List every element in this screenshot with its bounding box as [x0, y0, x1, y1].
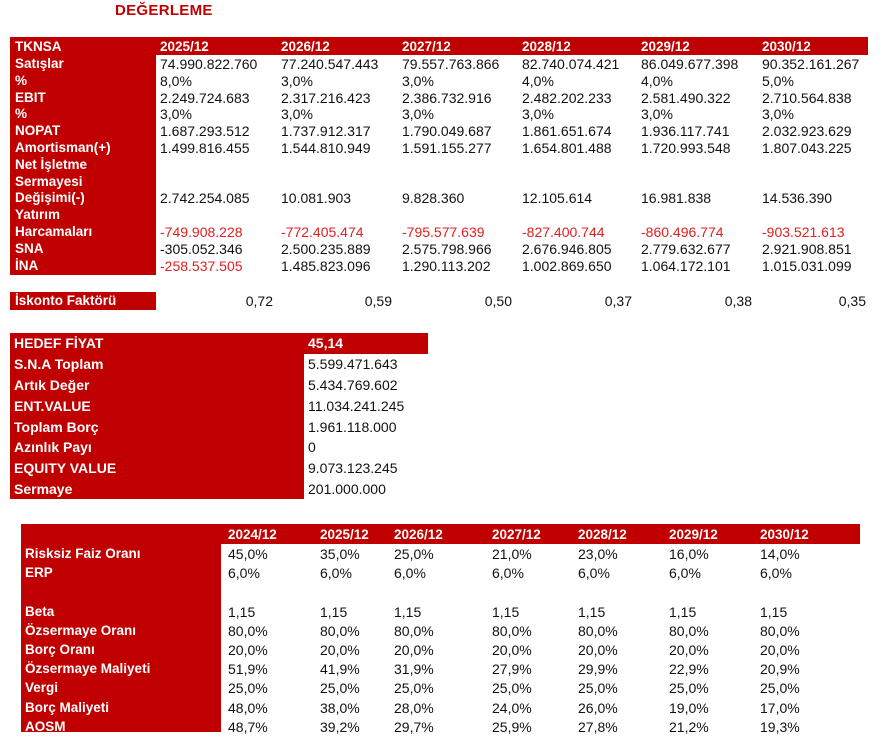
table3-cell: 27,8%: [578, 718, 618, 735]
table3-cell: 25,0%: [760, 680, 800, 697]
table3-cell: 1,15: [320, 603, 348, 620]
table3-cell: 1,15: [760, 603, 788, 620]
table1-cell: 1.807.043.225: [762, 140, 852, 156]
table3-cell: 29,9%: [578, 661, 618, 678]
table3-header-year: 2029/12: [669, 527, 718, 542]
table2-value: 5.599.471.643: [308, 356, 398, 373]
table1-cell: 0,37: [604, 293, 632, 310]
table1-row-label: Satışlar: [15, 56, 64, 71]
table1-cell: -827.400.744: [522, 224, 605, 240]
table1-cell: 3,0%: [762, 106, 794, 123]
table3-row-label: Beta: [25, 603, 55, 619]
table1-cell: 0,38: [724, 293, 752, 310]
table3-cell: 1,15: [669, 603, 697, 620]
table1-cell: 9.828.360: [402, 190, 465, 207]
table1-cell: 1.591.155.277: [402, 140, 492, 156]
table3-cell: 19,0%: [669, 699, 709, 716]
table3-cell: 6,0%: [492, 565, 524, 582]
table3-cell: 1,15: [394, 603, 422, 620]
table3-cell: 20,0%: [578, 642, 618, 658]
table3-cell: 25,0%: [492, 680, 532, 697]
table1-row-label: Sermayesi: [15, 173, 83, 189]
table2-label: EQUITY VALUE: [10, 458, 304, 479]
target-price-table: [10, 333, 428, 499]
table3-cell: 25,0%: [228, 680, 268, 697]
table1-cell: 8,0%: [160, 72, 192, 89]
table1-cell: 1.790.049.687: [402, 123, 492, 140]
table1-cell: 1.499.816.455: [160, 140, 250, 156]
table3-cell: 20,0%: [760, 642, 800, 658]
table3-cell: 1,15: [228, 603, 256, 620]
table1-row-label: NOPAT: [15, 123, 61, 139]
table3-header-year: 2028/12: [578, 527, 627, 542]
table3-row-label: Özsermaye Oranı: [25, 622, 137, 638]
table2-label: S.N.A Toplam: [10, 354, 304, 375]
table1-cell: -749.908.228: [160, 224, 243, 240]
table1-cell: 16.981.838: [641, 190, 712, 207]
table3-cell: 20,0%: [320, 642, 360, 658]
table1-cell: 3,0%: [641, 106, 673, 123]
table3-cell: 21,0%: [492, 546, 532, 562]
table1-cell: 2.581.490.322: [641, 89, 731, 106]
table2-value: 0: [308, 439, 316, 456]
table3-cell: 20,0%: [394, 642, 434, 658]
table3-header-year: 2026/12: [394, 527, 443, 542]
table2-value: 45,14: [304, 333, 428, 354]
table1-header-year: 2025/12: [160, 39, 209, 54]
table3-cell: 25,0%: [669, 680, 709, 697]
table3-row-label: Özsermaye Maliyeti: [25, 661, 151, 677]
table1-row-label: EBIT: [15, 89, 46, 105]
table2-row: [10, 395, 428, 416]
table3-header-year: 2025/12: [320, 527, 369, 542]
table2-label: ENT.VALUE: [10, 395, 304, 416]
table3-cell: 48,0%: [228, 699, 268, 716]
table3-cell: 20,0%: [669, 642, 709, 658]
table3-cell: 45,0%: [228, 546, 268, 562]
table1-cell: 2.032.923.629: [762, 123, 852, 140]
table1-cell: -305.052.346: [160, 240, 243, 257]
table1-cell: -860.496.774: [641, 224, 724, 240]
table3-cell: 6,0%: [760, 565, 792, 582]
table3-cell: 23,0%: [578, 546, 618, 562]
table1-row-label: Harcamaları: [15, 224, 93, 239]
table1-cell: 0,35: [838, 293, 866, 310]
table1-row-label: SNA: [15, 240, 44, 256]
table1-header-label: TKNSA: [15, 39, 62, 54]
table2-value: 9.073.123.245: [308, 460, 398, 477]
table1-row-label: İNA: [15, 257, 39, 273]
table1-cell: 1.720.993.548: [641, 140, 731, 156]
table1-cell: 14.536.390: [762, 190, 833, 207]
table1-cell: -903.521.613: [762, 224, 845, 240]
table3-cell: 29,7%: [394, 718, 434, 735]
table1-cell: 90.352.161.267: [762, 56, 860, 72]
table1-row-label: %: [15, 106, 28, 122]
table1-cell: 2.482.202.233: [522, 89, 612, 106]
table3-cell: 6,0%: [669, 565, 701, 582]
table1-header-year: 2027/12: [402, 39, 451, 54]
table1-cell: -772.405.474: [281, 224, 364, 240]
table1-cell: 1.002.869.650: [522, 257, 612, 274]
table3-cell: 6,0%: [320, 565, 352, 582]
table3-cell: 51,9%: [228, 661, 268, 678]
table3-cell: 25,0%: [320, 680, 360, 697]
table2-row: [10, 416, 428, 437]
table1-cell: 74.990.822.760: [160, 56, 258, 72]
table1-cell: 2.386.732.916: [402, 89, 492, 106]
table3-row-label: Borç Maliyeti: [25, 699, 110, 715]
table3-cell: 25,0%: [394, 680, 434, 697]
table1-row-label: %: [15, 72, 28, 88]
table3-cell: 20,0%: [228, 642, 268, 658]
table3-cell: 6,0%: [394, 565, 426, 582]
table3-cell: 21,2%: [669, 718, 709, 735]
table3-row-label: Risksiz Faiz Oranı: [25, 546, 141, 561]
table2-row: [10, 333, 428, 354]
table3-header-year: 2024/12: [228, 527, 277, 542]
table1-cell: 1.064.172.101: [641, 257, 731, 274]
table1-cell: 10.081.903: [281, 190, 352, 207]
table1-cell: 4,0%: [641, 72, 673, 89]
table1-cell: 0,59: [364, 293, 392, 310]
table1-cell: 4,0%: [522, 72, 554, 89]
table3-cell: 27,9%: [492, 661, 532, 678]
table3-cell: 28,0%: [394, 699, 434, 716]
table2-row: [10, 479, 428, 500]
table1-row-label: Net İşletme: [15, 156, 88, 172]
table1-cell: 0,72: [245, 293, 273, 310]
table1-cell: 12.105.614: [522, 190, 593, 207]
table1-cell: 1.687.293.512: [160, 123, 250, 140]
table1-cell: 0,50: [484, 293, 512, 310]
table1-cell: 2.575.798.966: [402, 240, 492, 257]
table3-cell: 16,0%: [669, 546, 709, 562]
table2-value: 11.034.241.245: [308, 397, 405, 414]
table3-header-year: 2027/12: [492, 527, 541, 542]
table1-cell: 2.710.564.838: [762, 89, 852, 106]
table3-cell: 80,0%: [228, 622, 268, 639]
table3-cell: 24,0%: [492, 699, 532, 716]
table3-cell: 20,9%: [760, 661, 800, 678]
table2-label: Artık Değer: [10, 375, 304, 396]
table1-cell: 5,0%: [762, 72, 794, 89]
table1-cell: 1.290.113.202: [402, 257, 491, 274]
table1-cell: 1.654.801.488: [522, 140, 612, 156]
table1-row-label: Değişimi(-): [15, 190, 85, 206]
table1-header-year: 2026/12: [281, 39, 330, 54]
table1-cell: 1.544.810.949: [281, 140, 371, 156]
table1-cell: 3,0%: [402, 72, 434, 89]
table1-cell: -795.577.639: [402, 224, 485, 240]
table2-row: [10, 375, 428, 396]
table2-label: Toplam Borç: [10, 416, 304, 437]
table3-cell: 17,0%: [760, 699, 800, 716]
table1-cell: 2.249.724.683: [160, 89, 250, 106]
table3-row-label: Borç Oranı: [25, 642, 95, 657]
table1-cell: 2.779.632.677: [641, 240, 731, 257]
table3-cell: 41,9%: [320, 661, 360, 678]
table1-cell: 1.737.912.317: [281, 123, 371, 140]
table2-row: [10, 458, 428, 479]
table2-value: 1.961.118.000: [308, 418, 397, 435]
table1-cell: 1.485.823.096: [281, 257, 371, 274]
table3-cell: 1,15: [492, 603, 520, 620]
table2-label: HEDEF FİYAT: [10, 333, 304, 354]
table1-cell: 86.049.677.398: [641, 56, 739, 72]
page-title: DEĞERLEME: [115, 2, 213, 19]
table1-header-year: 2028/12: [522, 39, 571, 54]
table3-cell: 80,0%: [394, 622, 434, 639]
table3-cell: 20,0%: [492, 642, 532, 658]
table3-cell: 6,0%: [578, 565, 610, 582]
table3-row-label: Vergi: [25, 680, 59, 696]
table3-row-label: AOSM: [25, 718, 66, 734]
table3-header-year: 2030/12: [760, 527, 809, 542]
table1-cell: 3,0%: [522, 106, 554, 123]
table1-row-label: Amortisman(+): [15, 140, 111, 155]
table1-row-label: Yatırım: [15, 207, 61, 223]
table1-cell: 2.921.908.851: [762, 240, 852, 257]
table1-cell: 3,0%: [281, 72, 313, 89]
table1-cell: 82.740.074.421: [522, 56, 620, 72]
table3-cell: 80,0%: [760, 622, 800, 639]
table3-cell: 14,0%: [760, 546, 800, 562]
table1-cell: 2.742.254.085: [160, 190, 250, 207]
table3-cell: 38,0%: [320, 699, 360, 716]
table1-header-year: 2030/12: [762, 39, 811, 54]
table3-cell: 39,2%: [320, 718, 360, 735]
table2-value: 201.000.000: [308, 480, 386, 497]
table1-cell: 3,0%: [281, 106, 313, 123]
table3-cell: 25,0%: [578, 680, 618, 697]
table2-label: Azınlık Payı: [10, 437, 304, 458]
table1-row-label: İskonto Faktörü: [15, 293, 117, 309]
table3-cell: 1,15: [578, 603, 606, 620]
table2-row: [10, 437, 428, 458]
table1-cell: 1.015.031.099: [762, 257, 852, 274]
table3-row-label: ERP: [25, 565, 53, 581]
table3-cell: 35,0%: [320, 546, 360, 562]
table1-cell: -258.537.505: [160, 257, 243, 274]
table2-label: Sermaye: [10, 479, 304, 500]
table3-cell: 25,0%: [394, 546, 434, 562]
table1-cell: 3,0%: [160, 106, 192, 123]
table1-cell: 1.861.651.674: [522, 123, 612, 140]
table3-cell: 80,0%: [492, 622, 532, 639]
table3-cell: 26,0%: [578, 699, 618, 716]
table1-cell: 1.936.117.741: [641, 123, 730, 140]
table3-cell: 22,9%: [669, 661, 709, 678]
table1-header-year: 2029/12: [641, 39, 690, 54]
table1-cell: 2.676.946.805: [522, 240, 612, 257]
table1-cell: 77.240.547.443: [281, 56, 379, 72]
table3-cell: 25,9%: [492, 718, 532, 735]
table2-row: [10, 354, 428, 375]
table3-cell: 19,3%: [760, 718, 800, 735]
table2-value: 5.434.769.602: [308, 376, 398, 393]
table3-cell: 80,0%: [669, 622, 709, 639]
table3-cell: 6,0%: [228, 565, 260, 582]
table1-cell: 2.500.235.889: [281, 240, 371, 257]
table3-cell: 48,7%: [228, 718, 268, 735]
table3-cell: 80,0%: [578, 622, 618, 639]
table3-cell: 31,9%: [394, 661, 434, 678]
table1-cell: 2.317.216.423: [281, 89, 371, 106]
table1-cell: 79.557.763.866: [402, 56, 500, 72]
table3-cell: 80,0%: [320, 622, 360, 639]
table1-cell: 3,0%: [402, 106, 434, 123]
